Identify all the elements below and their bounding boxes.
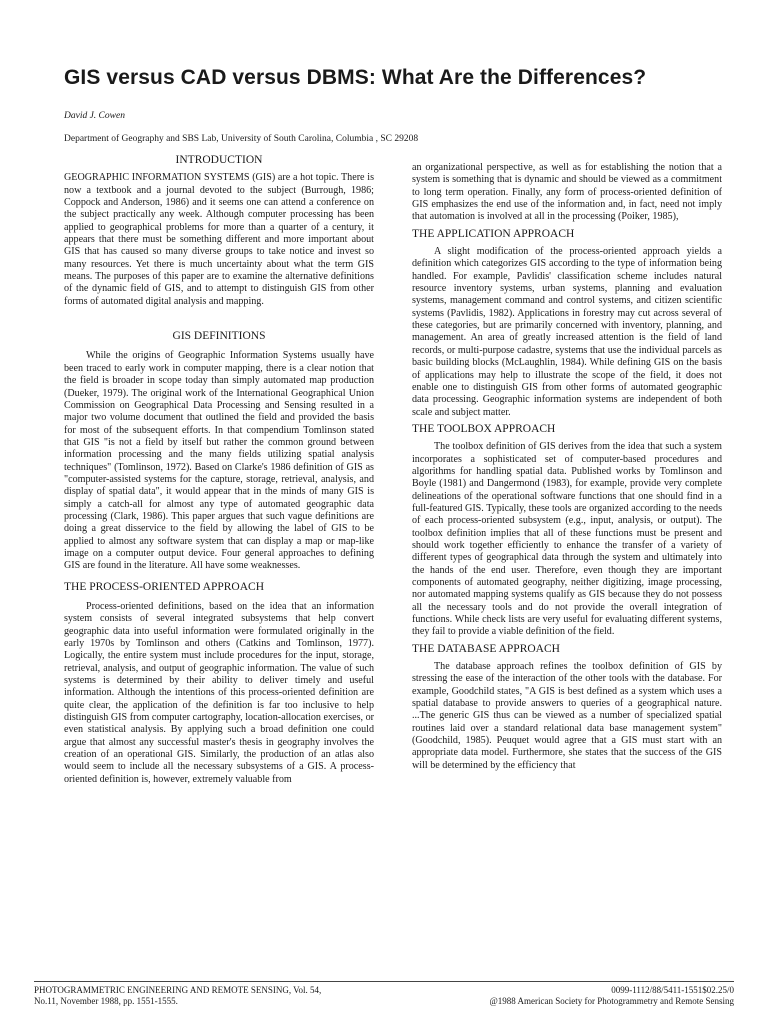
toolbox-approach-paragraph: The toolbox definition of GIS derives from the idea that such a system incorporates a sophisticated set of computer-based procedures and algorithms for handling spatial data. Published works by Tomlinson and Boyle (1981) and Dangermond (1983), for example, provide very complete delineations of the operational software functions that one should find in a full-featured GIS. Typically, these tools are organized according to the needs of each process-oriented subsystem (e.g., input, analysis, or output). The toolbox definition implies that all of these functions must be present and should work together efficiently to enhance the transfer of a variety of different types of geographical data through the system and ultimately into the hands of the end user. Therefore, even though they are important components of automated geography, neither digitizing, image processing, nor automated mapping systems qualify as GIS because they do not possess all the necessary tools and do not provide the overall integration of functions. While check lists are very useful for evaluating different systems, they fail to provide a viable definition of the field. — [412, 441, 722, 638]
copyright-line: @1988 American Society for Photogrammetry and Remote Sensing — [489, 996, 734, 1006]
process-oriented-heading: THE PROCESS-ORIENTED APPROACH — [64, 580, 264, 593]
right-column — [412, 162, 722, 772]
gis-definitions-paragraph: While the origins of Geographic Information Systems usually have been traced to early work in computer mapping, there is a clear notion that the field is broader in scope today than simply automated map production (Dueker, 1979). The original work of the International Geographical Union Commission on Geographical Data Processing and Sensing resulted in a major two volume document that outlined the field and provided the basis for most of the subsequent efforts. In that compendium Tomlinson stated that GIS "is not a field by itself but rather the common ground between information processing and the many fields utilizing spatial analysis techniques" (Tomlinson, 1972). Based on Clarke's 1986 definition of GIS as "computer-assisted systems for the capture, storage, retrieval, analysis, and display of spatial data", it would appear that in the minds of many GIS is simply a catch-all for almost any type of automated geographic data processing (Clark, 1986). This paper argues that such vague definitions are doing a great disservice to the field by allowing the label of GIS to be applied to almost any software system that can display a map or map-like image on a computer output device. Four general approaches to defining GIS are found in the literature. All have some weaknesses. — [64, 350, 374, 572]
footer-divider — [34, 981, 734, 982]
paper-title: GIS versus CAD versus DBMS: What Are the Differences? — [64, 66, 647, 89]
process-oriented-paragraph: Process-oriented definitions, based on the idea that an information system consists of several integrated subsystems that help convert geographic data into useful information were formulated originally in the early 1970s by Tomlinson and others (Catkins and Tomlinson, 1977). Logically, the entire system must include procedures for the input, storage, retrieval, analysis, and output of geographic information. The value of such systems is determined by their ability to deliver timely and useful information. Although the intentions of this process-oriented definition are quite clear, the application of the definition is far too inclusive to help distinguish GIS from computer cartography, location-allocation exercises, or even statistical analysis. By applying such a broad definition one could argue that almost any successful master's thesis in geography involves the creation of an operational GIS. Similarly, the production of an atlas also would seem to include all the necessary subsystems of a GIS. A process-oriented definition is, however, extremely valuable from — [64, 601, 374, 785]
toolbox-approach-heading: THE TOOLBOX APPROACH — [412, 422, 556, 435]
author-affiliation: Department of Geography and SBS Lab, University of South Carolina, Columbia , SC 29208 — [64, 134, 419, 144]
database-approach-paragraph: The database approach refines the toolbox definition of GIS by stressing the ease of the interaction of the other tools with the database. For example, Goodchild states, "A GIS is best defined as a system which uses a spatial database to provide answers to queries of a geographical nature. ...The generic GIS thus can be viewed as a number of specialized spatial routines laid over a standard relational data base management system" (Goodchild, 1985). Peuquet would agree that a GIS must start with an appropriate data model. Furthermore, she states that the success of the GIS will be determined by the efficiency that — [412, 661, 722, 771]
left-column — [64, 154, 374, 786]
author-name: David J. Cowen — [64, 111, 125, 121]
gis-definitions-heading: GIS DEFINITIONS — [172, 330, 266, 343]
process-oriented-continuation: an organizational perspective, as well as for establishing the notion that a system is something that is dynamic and should be viewed as a commitment to long term operation. Finally, any form of process-oriented definition of GIS emphasizes the end use of the information and, in fact, need not imply that automation is involved at all in the processing (Poiker, 1985), — [412, 162, 722, 223]
copyright-notice — [420, 985, 734, 1007]
introduction-heading: INTRODUCTION — [175, 154, 263, 166]
database-approach-heading: THE DATABASE APPROACH — [412, 642, 560, 655]
application-approach-heading: THE APPLICATION APPROACH — [412, 227, 575, 240]
issn-code: 0099-1112/88/5411-1551$02.25/0 — [611, 985, 734, 995]
journal-citation — [34, 985, 321, 1007]
journal-citation-line-2: No.11, November 1988, pp. 1551-1555. — [34, 996, 178, 1006]
journal-citation-line-1: PHOTOGRAMMETRIC ENGINEERING AND REMOTE SENSING, Vol. 54, — [34, 985, 322, 995]
introduction-paragraph: GEOGRAPHIC INFORMATION SYSTEMS (GIS) are a hot topic. There is now a textbook and a journal devoted to the subject (Burrough, 1986; Coppock and Anderson, 1986) and it seems one can attend a conference on the subject practically any week. Although computer processing has been applied to geographical problems for more than a quarter of a century, it appears that there must be something different and more important about GIS that has caused so many diverse groups to take notice and invest so many resources. Yet there is much uncertainty about what the term GIS means. The purposes of this paper are to examine the alternative definitions of the dynamic field of GIS, and to attempt to distinguish GIS from other forms of automated digital analysis and mapping. — [64, 172, 374, 307]
application-approach-paragraph: A slight modification of the process-oriented approach yields a definition which categorizes GIS according to the type of information being handled. For example, Pavlidis' classification scheme includes natural resource inventory systems, urban systems, planning and evaluation systems, management command and control systems, and citizen scientific systems (Pavlidis, 1982). Applications in forestry may cut across several of these categories, but are primarily concerned with inventory, planning, and management. An area of greatly increased attention is the field of land records, or multi-purpose cadastre, systems that use the individual parcels as basic building blocks (McLaughlin, 1984). While defining GIS on the basis of applications may help to illustrate the scope of the field, it does not enable one to distinguish GIS from other forms of automated geographic data processing. Geographic information systems are independent of both scale and subject matter. — [412, 246, 722, 418]
